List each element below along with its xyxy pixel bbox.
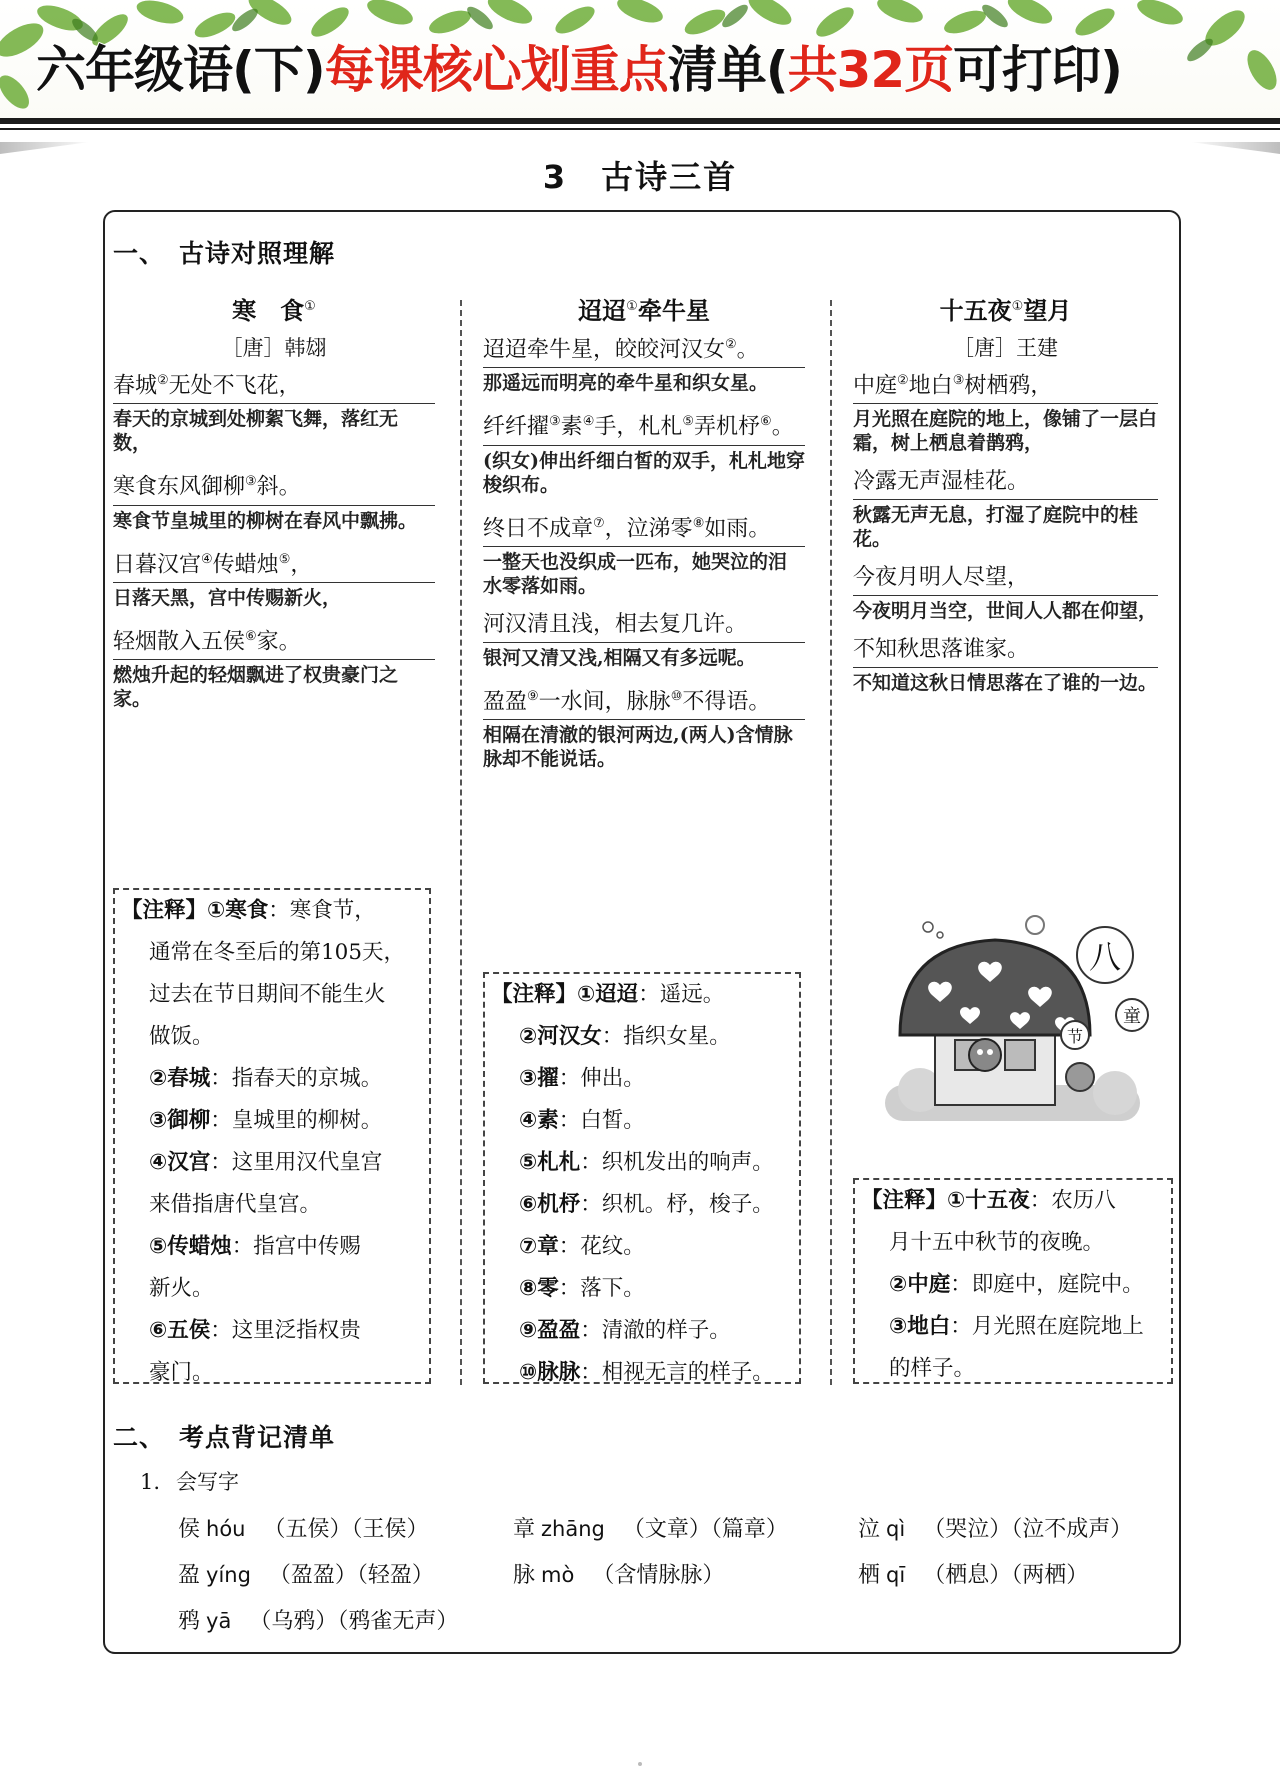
footnote-mark: ① xyxy=(1011,299,1024,314)
subsection-heading xyxy=(140,1466,239,1496)
verse-text: 斜。 xyxy=(256,474,301,500)
header-banner xyxy=(0,0,1280,122)
verse-text: 。 xyxy=(736,337,759,363)
verse-text: 地白 xyxy=(908,373,953,399)
note-text: ：落下。 xyxy=(558,1276,645,1301)
footnote-mark: ② xyxy=(897,373,909,388)
poem-column-1 xyxy=(113,290,435,723)
verse-translation: 那遥远而明亮的牵牛星和织女星。 xyxy=(483,372,769,395)
verse-pair xyxy=(853,467,1158,551)
note-text: ：伸出。 xyxy=(558,1066,645,1091)
poem-verse xyxy=(113,467,435,505)
verse-text: 传蜡烛 xyxy=(212,551,279,577)
bubble-character: 节 xyxy=(1066,1027,1084,1046)
note-term: ①寒食 xyxy=(207,898,269,923)
note-line xyxy=(121,1184,423,1226)
verse-translation: (织女)伸出纤细白皙的双手，札札地穿梭织布。 xyxy=(483,449,805,496)
verse-text: 无处不飞花， xyxy=(168,373,301,399)
note-text: ：这里泛指权贵 xyxy=(210,1318,361,1343)
note-line xyxy=(491,1226,793,1268)
footnote-mark: ① xyxy=(626,299,638,314)
poem-title xyxy=(483,290,805,324)
footnote-mark: ④ xyxy=(582,414,595,430)
note-term: ③地白 xyxy=(889,1314,951,1339)
verse-translation: 银河又清又浅,相隔又有多远呢。 xyxy=(483,646,756,669)
word-examples: （文章）（篇章） xyxy=(622,1517,788,1542)
verse-pair xyxy=(483,330,805,395)
note-line xyxy=(121,1058,423,1100)
word-examples: （栖息）（两栖） xyxy=(923,1563,1089,1588)
poem-verse xyxy=(113,366,435,404)
footnote-mark: ⑨ xyxy=(527,688,539,704)
word-examples: （盈盈）（轻盈） xyxy=(268,1563,434,1588)
footnote-mark: ④ xyxy=(201,551,213,567)
write-char-item xyxy=(178,1604,458,1635)
verse-pair xyxy=(483,682,805,771)
bubble-character: 童 xyxy=(1123,1006,1141,1027)
verse-translation: 秋露无声无息，打湿了庭院中的桂花。 xyxy=(853,504,1139,551)
verse-pair xyxy=(113,366,435,455)
verse-translation: 寒食节皇城里的柳树在春风中飘拂。 xyxy=(113,509,418,532)
note-term: ③擢 xyxy=(519,1066,559,1091)
verse-pair xyxy=(483,509,805,598)
note-line xyxy=(861,1348,1165,1390)
lesson-number: 3 xyxy=(542,158,568,196)
verse-translation: 今夜明月当空，世间人人都在仰望， xyxy=(853,600,1158,623)
pinyin: qī xyxy=(886,1563,906,1587)
note-term: ⑩脉脉 xyxy=(519,1360,581,1385)
footnote-mark: ② xyxy=(157,373,169,388)
char: 章 xyxy=(513,1517,536,1542)
pinyin: yā xyxy=(206,1609,232,1633)
note-term: ⑥机杼 xyxy=(519,1192,581,1217)
word-examples: （哭泣）（泣不成声） xyxy=(923,1517,1133,1542)
banner-title-part: 六年级语(下) xyxy=(36,41,325,99)
write-char-item xyxy=(858,1512,1132,1543)
verse-text: 弄机杼 xyxy=(694,414,761,440)
word-examples: （乌鸦）（鸦雀无声） xyxy=(249,1609,459,1634)
note-text: ：相视无言的样子。 xyxy=(580,1360,774,1385)
note-text: 过去在节日期间不能生火 xyxy=(149,982,386,1007)
note-line xyxy=(121,1226,423,1268)
note-line xyxy=(861,1180,1165,1222)
poem-verse xyxy=(113,622,435,660)
verse-text: 河汉清且浅，相去复几许。 xyxy=(483,611,748,637)
note-term: ①迢迢 xyxy=(577,982,639,1007)
verse-translation: 相隔在清澈的银河两边,(两人)含情脉脉却不能说话。 xyxy=(483,724,793,771)
note-term: ⑥五侯 xyxy=(149,1318,211,1343)
verse-text: 日暮汉宫 xyxy=(113,551,202,577)
note-text: ：皇城里的柳树。 xyxy=(210,1108,383,1133)
banner-title-part: 共32页 xyxy=(787,41,954,99)
note-line xyxy=(121,1100,423,1142)
footnote-mark: ③ xyxy=(549,414,561,430)
poem-column-3 xyxy=(853,290,1158,707)
section-title: 古诗对照理解 xyxy=(179,239,336,268)
poem-verse xyxy=(483,509,805,547)
note-line xyxy=(121,890,423,932)
footnote-mark: ③ xyxy=(245,474,257,490)
note-line xyxy=(121,1310,423,1352)
char: 盈 xyxy=(178,1563,201,1588)
verse-list xyxy=(483,330,805,771)
footnote-mark: ⑦ xyxy=(593,515,605,531)
note-line xyxy=(121,1142,423,1184)
banner-title-part: 可打印) xyxy=(953,41,1123,99)
note-term: ⑨盈盈 xyxy=(519,1318,581,1343)
poem-verse xyxy=(853,366,1158,404)
footnote-mark: ⑥ xyxy=(245,628,257,644)
verse-text: 素 xyxy=(560,414,583,440)
verse-text: 终日不成章 xyxy=(483,515,594,541)
mushroom-house-illustration xyxy=(880,915,1150,1125)
verse-text: 冷露无声湿桂花。 xyxy=(853,469,1030,495)
section-index: 一、 xyxy=(113,239,166,268)
verse-text: 寒食东风御柳 xyxy=(113,474,246,500)
note-line xyxy=(491,1016,793,1058)
note-line xyxy=(861,1264,1165,1306)
poem-verse xyxy=(113,545,435,583)
note-line xyxy=(491,974,793,1016)
note-text: 通常在冬至后的第105天， xyxy=(149,940,406,965)
notes-box-2 xyxy=(483,972,801,1384)
note-line xyxy=(861,1222,1165,1264)
pinyin: yíng xyxy=(206,1563,251,1587)
poem-verse xyxy=(483,407,805,445)
note-term: ⑤札札 xyxy=(519,1150,581,1175)
verse-text: 轻烟散入五侯 xyxy=(113,629,246,655)
poem-title xyxy=(113,290,435,324)
note-line xyxy=(121,1268,423,1310)
page-dot xyxy=(638,1762,642,1766)
lesson-title xyxy=(0,152,1280,198)
note-text: ：清澈的样子。 xyxy=(580,1318,731,1343)
note-line xyxy=(121,1352,423,1394)
footnote-mark: ⑩ xyxy=(670,688,683,704)
verse-text: 不得语。 xyxy=(682,689,771,715)
verse-text: 今夜月明人尽望， xyxy=(853,565,1030,591)
column-separator xyxy=(830,300,832,1385)
pinyin: hóu xyxy=(206,1517,246,1541)
note-text: 豪门。 xyxy=(149,1360,214,1385)
note-line xyxy=(491,1268,793,1310)
lesson-name: 古诗三首 xyxy=(601,158,738,196)
poem-verse xyxy=(853,635,1158,668)
note-text: ：白皙。 xyxy=(558,1108,645,1133)
write-char-item xyxy=(858,1558,1088,1589)
subsection-title: 会写字 xyxy=(176,1470,240,1494)
note-term: ⑤传蜡烛 xyxy=(149,1234,232,1259)
note-line xyxy=(491,1352,793,1394)
note-line xyxy=(121,974,423,1016)
verse-text: 树栖鸦， xyxy=(964,373,1053,399)
verse-pair xyxy=(113,467,435,532)
banner-title-part: 每课核心划重点 xyxy=(324,41,668,99)
note-term: ⑦章 xyxy=(519,1234,559,1259)
pinyin: zhāng xyxy=(541,1517,605,1541)
note-term: ⑧零 xyxy=(519,1276,559,1301)
verse-translation: 月光照在庭院的地上，像铺了一层白霜，树上栖息着鹊鸦， xyxy=(853,408,1158,455)
banner-title-part: 清单( xyxy=(667,41,788,99)
note-term: ②中庭 xyxy=(889,1272,951,1297)
verse-text: 一水间，脉脉 xyxy=(538,689,671,715)
verse-text: 纤纤擢 xyxy=(483,414,550,440)
note-line xyxy=(491,1184,793,1226)
verse-translation: 春天的京城到处柳絮飞舞，落红无数， xyxy=(113,408,399,455)
note-line xyxy=(861,1306,1165,1348)
poem-title xyxy=(853,290,1158,324)
note-text: ：指宫中传赐 xyxy=(231,1234,361,1259)
char: 侯 xyxy=(178,1517,201,1542)
verse-text: 如雨。 xyxy=(704,515,771,541)
verse-text: 盈盈 xyxy=(483,689,528,715)
verse-text: 家。 xyxy=(256,629,301,655)
poem-title-text: 十五夜 xyxy=(939,297,1012,325)
note-line xyxy=(491,1058,793,1100)
char: 泣 xyxy=(858,1517,881,1542)
note-text: ：花纹。 xyxy=(558,1234,645,1259)
note-text: ：指织女星。 xyxy=(601,1024,731,1049)
column-separator xyxy=(460,300,462,1385)
poem-verse xyxy=(853,563,1158,596)
note-term: ③御柳 xyxy=(149,1108,211,1133)
note-line xyxy=(121,1016,423,1058)
poem-verse xyxy=(483,682,805,720)
bubble-character: 八 xyxy=(1088,938,1122,976)
verse-text: 迢迢牵牛星，皎皎河汉女 xyxy=(483,337,726,363)
poem-title-text: 迢迢 xyxy=(578,297,627,325)
verse-text: 不知秋思落谁家。 xyxy=(853,637,1030,663)
poem-title-text: 寒 食 xyxy=(232,297,305,325)
word-examples: （含情脉脉） xyxy=(592,1563,725,1588)
verse-translation: 一整天也没织成一匹布，她哭泣的泪水零落如雨。 xyxy=(483,550,788,597)
section-index: 二、 xyxy=(113,1423,166,1452)
subsection-number: 1. xyxy=(140,1470,161,1494)
notes-box-3 xyxy=(853,1178,1173,1384)
footnote-mark: ② xyxy=(725,337,737,352)
note-text: 月十五中秋节的夜晚。 xyxy=(889,1230,1105,1255)
note-text: ：即庭中，庭院中。 xyxy=(950,1272,1144,1297)
section-heading-1 xyxy=(113,234,335,270)
verse-text: ， xyxy=(290,551,313,577)
note-text: ：遥远。 xyxy=(638,982,725,1007)
poem-column-2 xyxy=(483,290,805,783)
poem-verse xyxy=(483,610,805,643)
footnote-mark: ⑧ xyxy=(692,515,705,531)
verse-translation: 日落天黑，宫中传赐新火， xyxy=(113,586,342,609)
note-term: ①十五夜 xyxy=(947,1188,1030,1213)
footnote-mark: ⑤ xyxy=(682,414,695,430)
banner-title xyxy=(36,30,1122,100)
note-text: ：寒食节， xyxy=(268,898,376,923)
verse-translation: 燃烛升起的轻烟飘进了权贵豪门之家。 xyxy=(113,664,399,711)
footnote-mark: ⑥ xyxy=(760,414,772,430)
poem-author: ［唐］王建 xyxy=(953,336,1058,360)
note-line xyxy=(121,932,423,974)
note-term: ②春城 xyxy=(149,1066,211,1091)
note-tag: 【注释】 xyxy=(861,1188,948,1213)
verse-pair xyxy=(853,635,1158,695)
pinyin: qì xyxy=(886,1517,906,1541)
verse-list xyxy=(113,366,435,711)
section-title: 考点背记清单 xyxy=(179,1423,336,1452)
verse-text: 春城 xyxy=(113,373,158,399)
note-line xyxy=(491,1142,793,1184)
verse-text: 。 xyxy=(771,414,794,440)
note-text: ：织机发出的响声。 xyxy=(580,1150,774,1175)
footnote-mark: ⑤ xyxy=(278,551,291,567)
footnote-mark: ① xyxy=(304,299,316,314)
notes-box-1 xyxy=(113,888,431,1384)
verse-pair xyxy=(483,407,805,496)
poem-author: ［唐］韩翃 xyxy=(221,336,327,360)
verse-pair xyxy=(113,545,435,610)
poem-title-text: 望月 xyxy=(1023,297,1072,325)
verse-translation: 不知道这秋日情思落在了谁的一边。 xyxy=(853,672,1158,695)
note-tag: 【注释】 xyxy=(491,982,578,1007)
verse-pair xyxy=(853,366,1158,455)
footnote-mark: ③ xyxy=(952,373,965,388)
verse-text: ，泣涕零 xyxy=(604,515,693,541)
header-rule-thick xyxy=(0,118,1280,124)
note-line xyxy=(491,1310,793,1352)
section-heading-2 xyxy=(113,1418,335,1454)
note-tag: 【注释】 xyxy=(121,898,208,923)
write-char-item xyxy=(513,1512,788,1543)
poem-title-text: 牵牛星 xyxy=(637,297,710,325)
note-text: ：农历八 xyxy=(1029,1188,1116,1213)
char: 栖 xyxy=(858,1563,881,1588)
note-text: ：月光照在庭院地上 xyxy=(950,1314,1144,1339)
note-line xyxy=(491,1100,793,1142)
note-term: ④汉宫 xyxy=(149,1150,211,1175)
note-text: ：这里用汉代皇宫 xyxy=(210,1150,383,1175)
word-examples: （五侯）（王侯） xyxy=(263,1517,429,1542)
header-rule-thin xyxy=(0,128,1280,130)
note-text: ：织机。杼，梭子。 xyxy=(580,1192,774,1217)
char: 鸦 xyxy=(178,1609,201,1634)
verse-text: 中庭 xyxy=(853,373,898,399)
note-term: ②河汉女 xyxy=(519,1024,602,1049)
poem-verse xyxy=(483,330,805,368)
verse-text: 手，札札 xyxy=(594,414,683,440)
char: 脉 xyxy=(513,1563,536,1588)
verse-list xyxy=(853,366,1158,695)
note-text: ：指春天的京城。 xyxy=(210,1066,383,1091)
write-char-item xyxy=(513,1558,724,1589)
write-char-item xyxy=(178,1558,434,1589)
poem-verse xyxy=(853,467,1158,500)
note-text: 新火。 xyxy=(149,1276,214,1301)
write-char-item xyxy=(178,1512,429,1543)
note-term: ④素 xyxy=(519,1108,559,1133)
note-text: 的样子。 xyxy=(889,1356,976,1381)
verse-pair xyxy=(853,563,1158,623)
note-text: 来借指唐代皇宫。 xyxy=(149,1192,322,1217)
pinyin: mò xyxy=(541,1563,575,1587)
note-text: 做饭。 xyxy=(149,1024,214,1049)
verse-pair xyxy=(113,622,435,711)
verse-pair xyxy=(483,610,805,670)
